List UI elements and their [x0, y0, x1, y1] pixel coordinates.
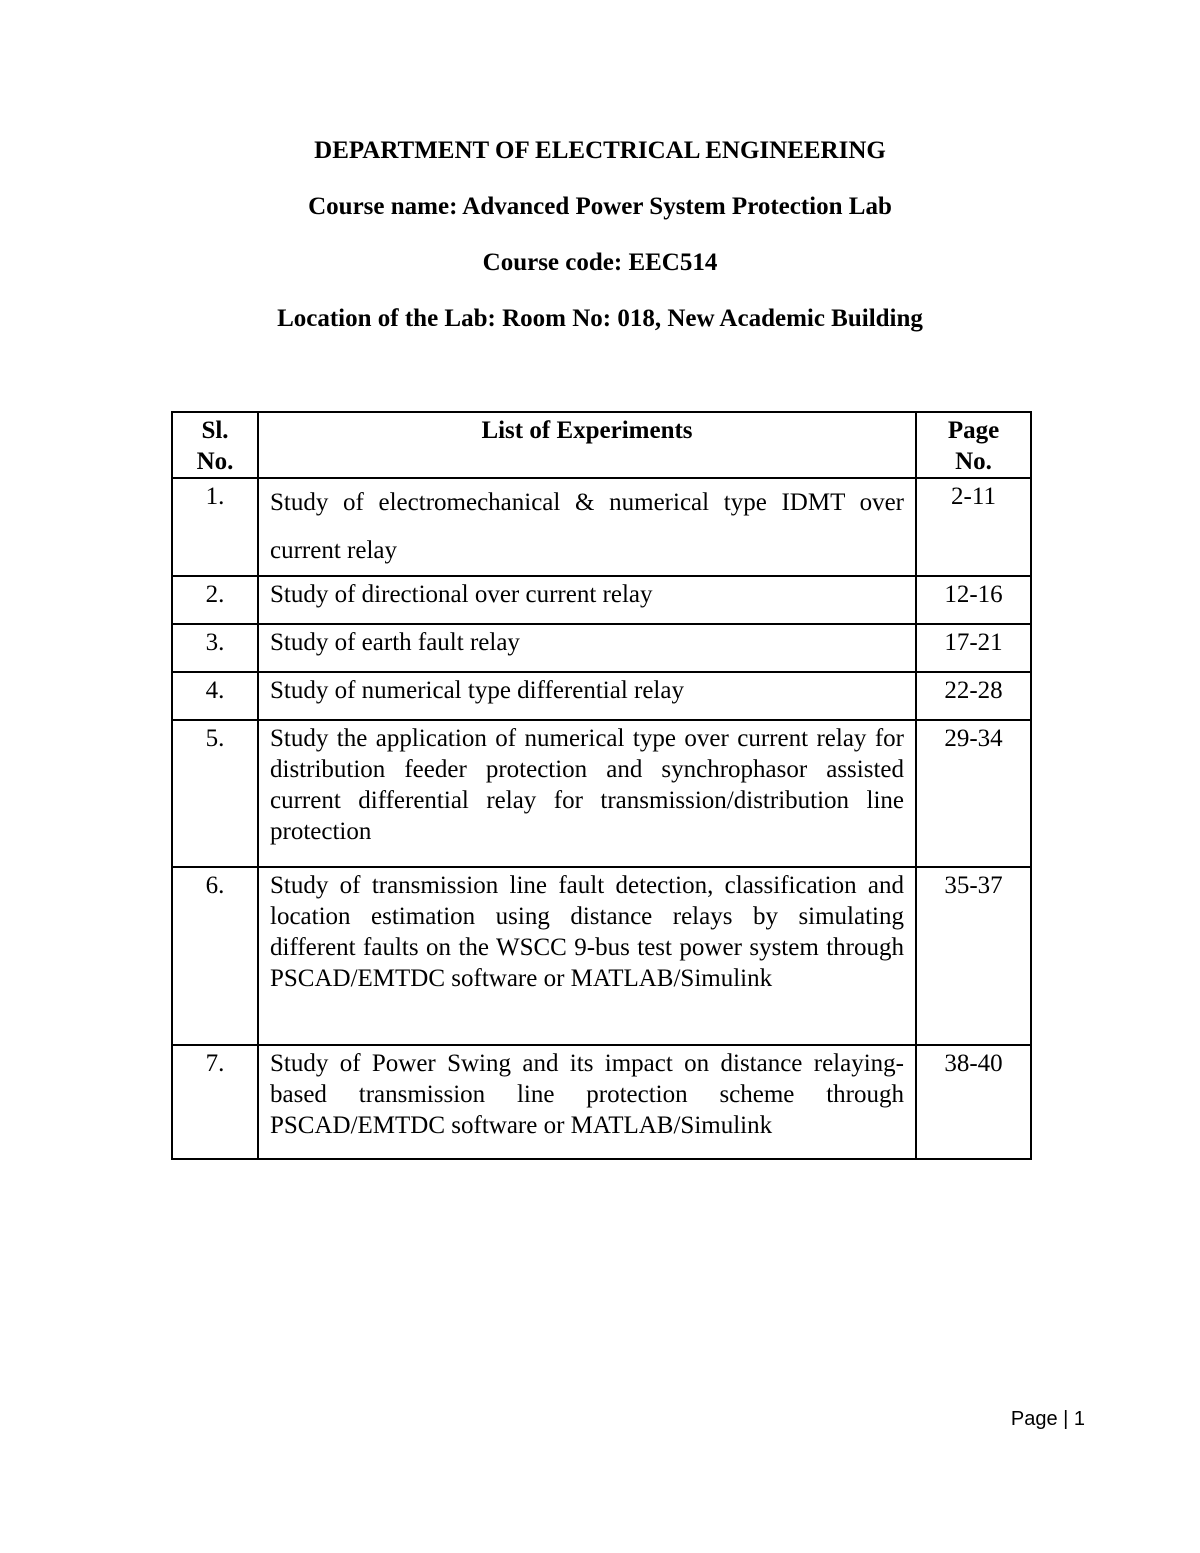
experiment-title: Study the application of numerical type over current relay for distribution feeder protection and synchrophasor assisted current differential relay for transmission/distribution line protection	[258, 720, 916, 867]
row-number: 1.	[172, 478, 258, 576]
experiment-title: Study of electromechanical & numerical type IDMT over current relay	[258, 478, 916, 576]
column-header-experiments: List of Experiments	[258, 412, 916, 478]
page-range: 38-40	[916, 1045, 1031, 1159]
sl-no-line2: No.	[196, 448, 234, 475]
lab-location: Location of the Lab: Room No: 018, New Academic Building	[277, 305, 923, 332]
sl-no-line1: Sl.	[201, 417, 229, 444]
row-number: 7.	[172, 1045, 258, 1159]
experiment-title: Study of numerical type differential relay	[258, 672, 916, 720]
row-number: 6.	[172, 867, 258, 1045]
experiment-title: Study of Power Swing and its impact on distance relaying-based transmission line protection scheme through PSCAD/EMTDC software or MATLAB/Simulink	[258, 1045, 916, 1159]
experiment-title: Study of transmission line fault detection, classification and location estimation using distance relays by simulating different faults on the WSCC 9-bus test power system through PSCAD/EMTDC software or MATLAB/Simulink	[258, 867, 916, 1045]
page-range: 12-16	[916, 576, 1031, 624]
experiment-title: Study of earth fault relay	[258, 624, 916, 672]
table-row	[172, 624, 1031, 672]
page-range: 29-34	[916, 720, 1031, 867]
row-number: 4.	[172, 672, 258, 720]
table-row	[172, 720, 1031, 867]
table-row	[172, 478, 1031, 576]
page-number: Page | 1	[1010, 1408, 1085, 1430]
page-no-line1: Page	[947, 417, 1000, 444]
page-range: 35-37	[916, 867, 1031, 1045]
row-number: 5.	[172, 720, 258, 867]
department-title: DEPARTMENT OF ELECTRICAL ENGINEERING	[314, 137, 886, 164]
table-header-row	[172, 412, 1031, 478]
table-row	[172, 672, 1031, 720]
page-no-line2: No.	[955, 448, 992, 475]
experiment-title: Study of directional over current relay	[258, 576, 916, 624]
row-number: 3.	[172, 624, 258, 672]
course-code: Course code: EEC514	[482, 249, 718, 276]
course-name: Course name: Advanced Power System Protection Lab	[308, 193, 892, 220]
table-row	[172, 867, 1031, 1045]
table-row	[172, 576, 1031, 624]
page-range: 17-21	[916, 624, 1031, 672]
experiments-table	[171, 411, 1032, 1160]
column-header-page-no	[916, 412, 1031, 478]
row-number: 2.	[172, 576, 258, 624]
page-range: 2-11	[916, 478, 1031, 576]
page-range: 22-28	[916, 672, 1031, 720]
column-header-sl-no	[172, 412, 258, 478]
table-row	[172, 1045, 1031, 1159]
